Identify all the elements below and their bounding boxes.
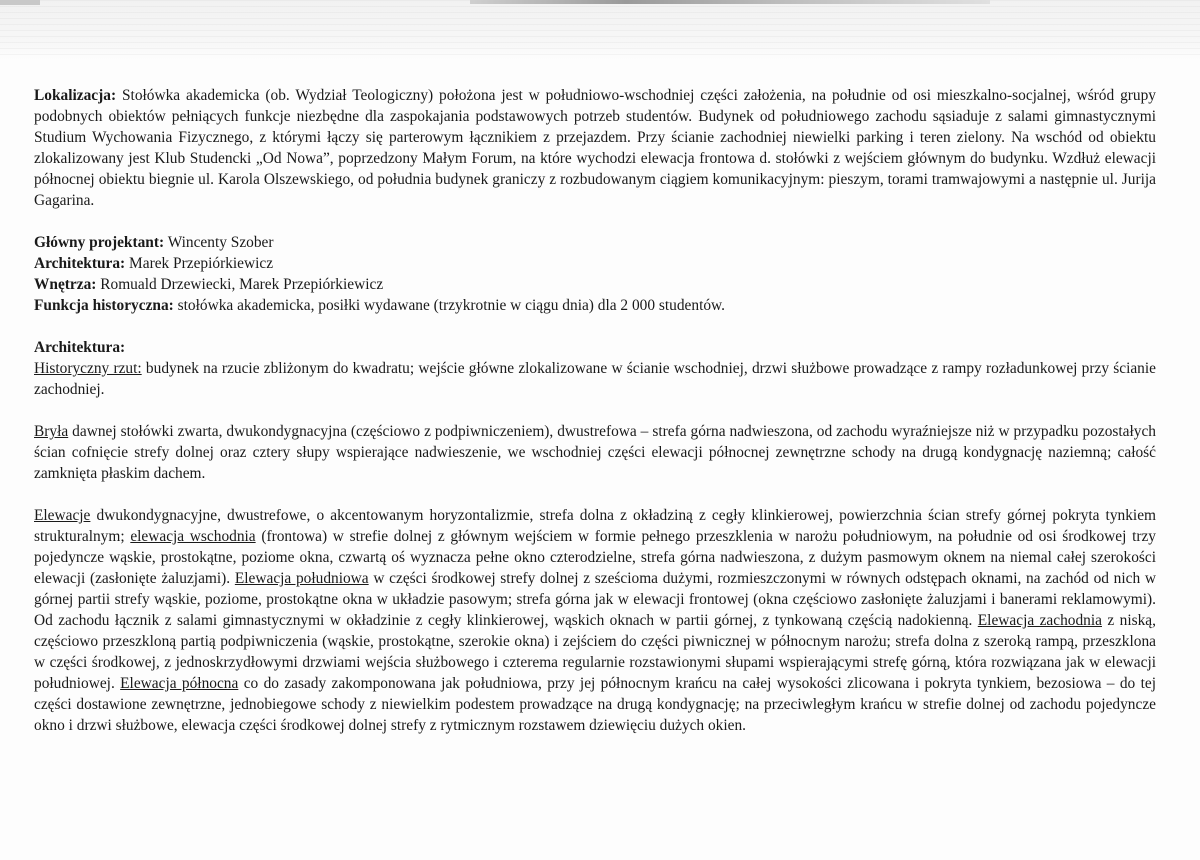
paragraph-gap [34,211,1156,232]
scan-artifact [0,0,40,5]
bryla-paragraph [34,421,1156,484]
elewacje-text: dwukondygnacyjne, dwustrefowe, o akcentowanym horyzontalizmie, strefa dolna z okładziną z cegły klinkierowej, powierzchnia ścian strefy górnej pokryta tynkiem strukturalnym; [34,507,1156,545]
elewacje-term: Elewacje [34,507,91,524]
elewacja-zachodnia-text: z niską, częściowo przeszkloną partią podpiwniczenia (wąskie, prostokątne, szerokie okna) i zejściem do części piwnicznej w północnym narożu; strefa dolna z szeroką rampą, przeszklona w części środkowej, z jednoskrzydłowymi drzwiami wejścia służbowego i czterema regularnie rozstawionymi słupami wspierającymi strefę górną, która rozwiązana jak w elewacji południowej. [34,612,1156,692]
credit-label: Wnętrza: [34,276,97,293]
credit-value: Romuald Drzewiecki, Marek Przepiórkiewicz [100,276,384,293]
paragraph-gap [34,316,1156,337]
elewacja-poludniowa-term: Elewacja południowa [234,570,369,587]
credit-line [34,274,1156,295]
lokalizacja-paragraph [34,85,1156,211]
elewacja-wschodnia-text: (frontowa) w strefie dolnej z głównym wejściem w formie pełnego przeszklenia w narożu południowym, na południe od osi środkowej trzy pojedyncze wąskie, prostokątne, poziome okna, czwartą oś wyznacza pełne okno czterodzielne, strefa górna nadwieszona, z dużym pasmowym oknem na niemal całej szerokości elewacji (zasłonięte żaluzjami). [34,528,1156,587]
rzut-paragraph [34,358,1156,400]
credit-value: Marek Przepiórkiewicz [129,255,274,272]
credits-block [34,232,1156,316]
paragraph-gap [34,484,1156,505]
credit-label: Architektura: [34,255,126,272]
credit-value: Wincenty Szober [167,234,274,251]
elewacja-polnocna-term: Elewacja północna [120,675,239,692]
elewacja-poludniowa-text: w części środkowej strefy dolnej z sześcioma dużymi, rozmieszczonymi w równych odstępach oknami, na zachód od nich w górnej partii strefy wąskie, poziome, prostokątne okna w układzie pasowym; strefa górna jak w elewacji frontowej (okna częściowo zasłonięte żaluzjami i banerami reklamowymi). Od zachodu łącznik z salami gimnastycznymi w okładzinie z cegły klinkierowej, wąskich oknach w partii górnej, z tynkowaną częścią nadokienną. [34,570,1156,629]
credit-label: Funkcja historyczna: [34,297,174,314]
architektura-heading [34,337,1156,358]
lokalizacja-text: Stołówka akademicka (ob. Wydział Teologiczny) położona jest w południowo-wschodniej części założenia, na południe od osi mieszkalno-socjalnej, wśród grupy podobnych obiektów pełniących funkcje niezbędne dla zaspokajania podstawowych potrzeb studentów. Budynek od południowego zachodu sąsiaduje z salami gimnastycznymi Studium Wychowania Fizycznego, z którymi łączy się parterowym łącznikiem z przejazdem. Przy ścianie zachodniej niewielki parking i teren zielony. Na wschód od obiektu zlokalizowany jest Klub Studencki „Od Nowa”, poprzedzony Małym Forum, na które wychodzi elewacja frontowa d. stołówki z wejściem głównym do budynku. Wzdłuż elewacji północnej obiektu biegnie ul. Karola Olszewskiego, od południa budynek graniczy z rozbudowanym ciągiem komunikacyjnym: pieszym, torami tramwajowymi a następnie ul. Jurija Gagarina. [34,87,1156,209]
lokalizacja-label: Lokalizacja: [34,87,117,104]
credit-value: stołówka akademicka, posiłki wydawane (trzykrotnie w ciągu dnia) dla 2 000 studentów. [177,297,726,314]
credit-line [34,232,1156,253]
document-page [34,85,1156,736]
elewacje-paragraph [34,505,1156,736]
paragraph-gap [34,400,1156,421]
credit-line [34,295,1156,316]
bryla-text: dawnej stołówki zwarta, dwukondygnacyjna (częściowo z podpiwniczeniem), dwustrefowa – strefa górna nadwieszona, od zachodu wyraźniejsze niż w przypadku pozostałych ścian cofnięcie strefy dolnej oraz cztery słupy wspierające nadwieszenie, we wschodniej części elewacji północnej zewnętrzne schody na drugą kondygnację naziemną; całość zamknięta płaskim dachem. [34,423,1156,482]
elewacja-polnocna-text: co do zasady zakomponowana jak południowa, przy jej północnym krańcu na całej wysokości zlicowana i pokryta tynkiem, bezosiowa – do tej części dostawione zewnętrzne, jednobiegowe schody z niewielkim podestem prowadzące na drugą kondygnację; na przeciwległym krańcu w strefie dolnej od zachodu pojedyncze okno i drzwi służbowe, elewacja części środkowej dolnej strefy z rytmicznym rozstawem dziewięciu dużych okien. [34,675,1156,734]
scan-edge [0,0,1200,60]
credit-label: Główny projektant: [34,234,165,251]
rzut-text: budynek na rzucie zbliżonym do kwadratu; wejście główne zlokalizowane w ścianie wschodniej, drzwi służbowe prowadzące z rampy rozładunkowej przy ścianie zachodniej. [34,360,1156,398]
rzut-term: Historyczny rzut: [34,360,142,377]
credit-line [34,253,1156,274]
architektura-heading-text: Architektura: [34,339,126,356]
bryla-term: Bryła [34,423,69,440]
elewacja-zachodnia-term: Elewacja zachodnia [977,612,1102,629]
scan-artifact [470,0,990,4]
elewacja-wschodnia-term: elewacja wschodnia [130,528,256,545]
